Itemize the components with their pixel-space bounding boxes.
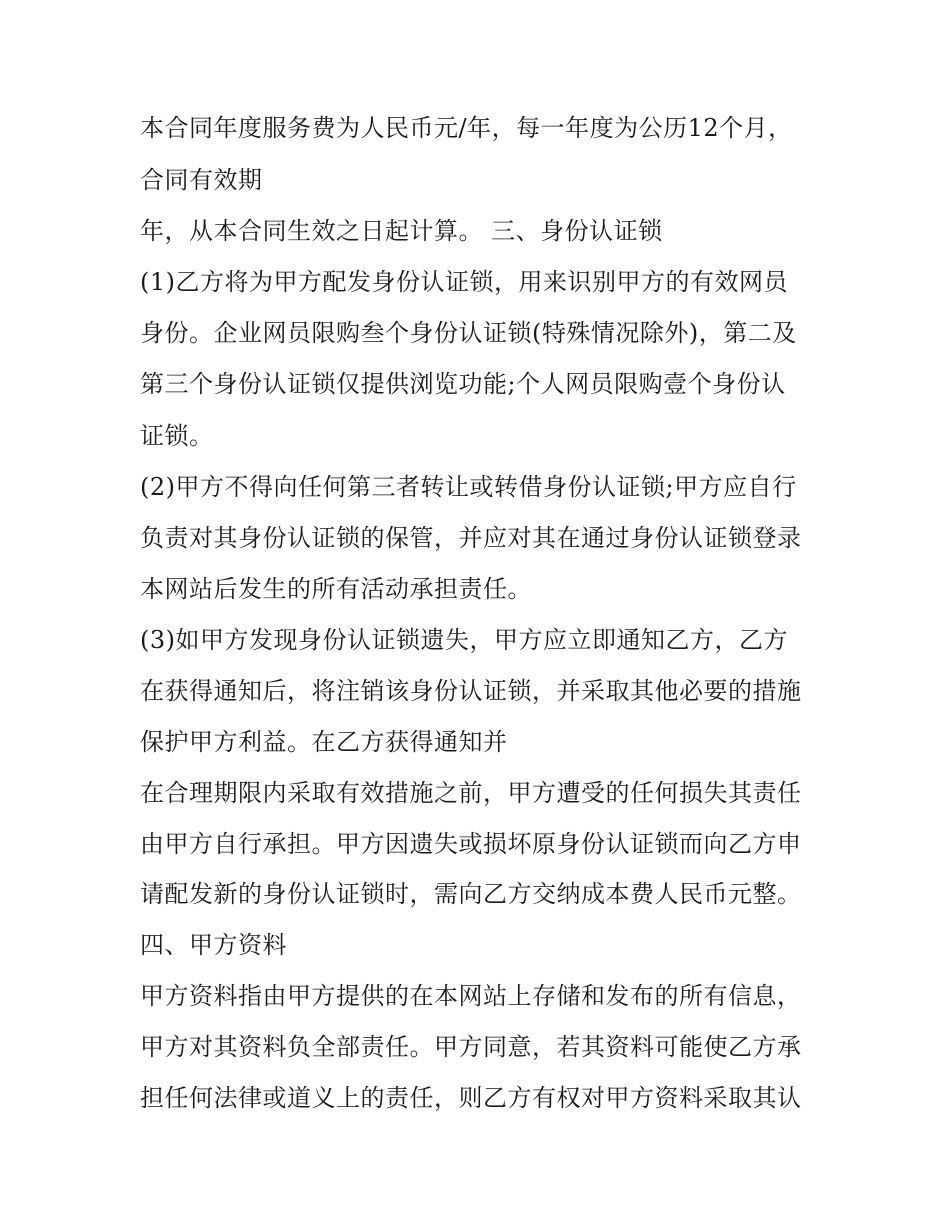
text-line: 甲方资料指由甲方提供的在本网站上存储和发布的所有信息， <box>140 982 802 1010</box>
text-line: 身份。企业网员限购叁个身份认证锁(特殊情况除外)，第二及 <box>140 319 797 347</box>
text-line: 在获得通知后，将注销该身份认证锁，并采取其他必要的措施 <box>140 677 802 705</box>
text-line: 证锁。 <box>140 422 214 450</box>
text-line: 合同有效期 <box>140 166 263 194</box>
text-line: 由甲方自行承担。甲方因遗失或损坏原身份认证锁而向乙方申 <box>140 830 802 858</box>
text-line: 甲方对其资料负全部责任。甲方同意，若其资料可能使乙方承 <box>140 1033 802 1061</box>
text-line: 保护甲方利益。在乙方获得通知并 <box>140 728 508 756</box>
text-line: 年，从本合同生效之日起计算。 三、身份认证锁 <box>140 217 663 245</box>
text-line: 四、甲方资料 <box>140 931 287 959</box>
text-line: 负责对其身份认证锁的保管，并应对其在通过身份认证锁登录 <box>140 524 802 552</box>
text-line: 第三个身份认证锁仅提供浏览功能;个人网员限购壹个身份认 <box>140 370 786 398</box>
text-line: 在合理期限内采取有效措施之前，甲方遭受的任何损失其责任 <box>140 779 802 807</box>
text-line: 本合同年度服务费为人民币元/年，每一年度为公历12个月， <box>140 114 793 142</box>
text-line: 请配发新的身份认证锁时，需向乙方交纳成本费人民币元整。 <box>140 880 802 908</box>
text-line: (2)甲方不得向任何第三者转让或转借身份认证锁;甲方应自行 <box>140 473 797 501</box>
text-line: 本网站后发生的所有活动承担责任。 <box>140 575 532 603</box>
text-line: 担任何法律或道义上的责任，则乙方有权对甲方资料采取其认 <box>140 1084 802 1112</box>
text-line: (1)乙方将为甲方配发身份认证锁，用来识别甲方的有效网员 <box>140 268 788 296</box>
text-line: (3)如甲方发现身份认证锁遗失，甲方应立即通知乙方，乙方 <box>140 626 788 654</box>
